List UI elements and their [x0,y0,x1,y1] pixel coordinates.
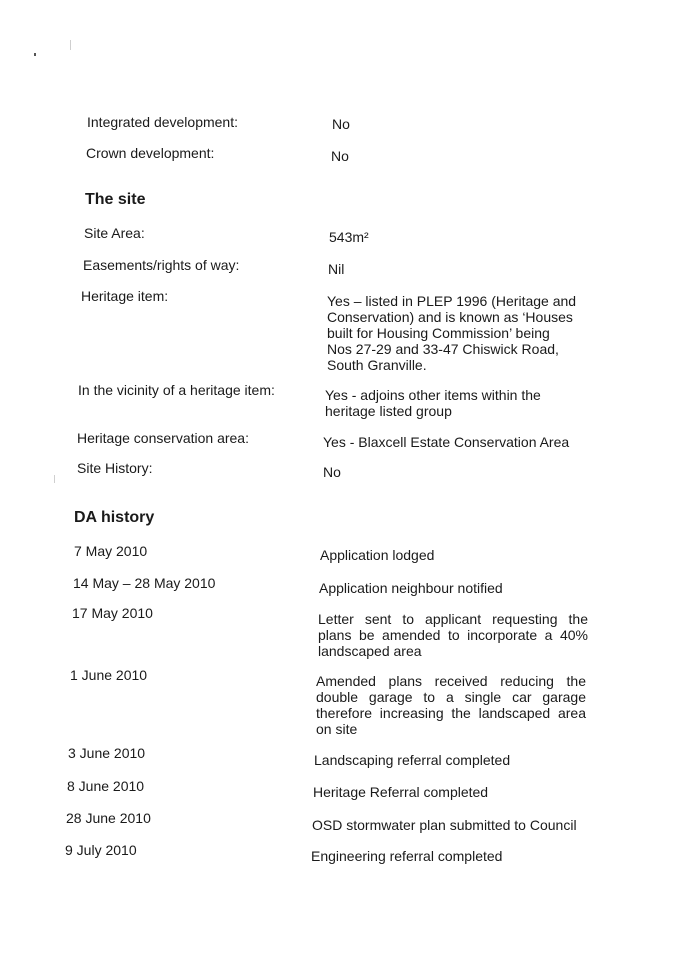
heritage-conservation-area-label: Heritage conservation area: [77,430,249,446]
easements-label: Easements/rights of way: [83,257,240,273]
scan-speck [34,53,36,56]
heritage-vicinity-label: In the vicinity of a heritage item: [78,382,275,398]
da-date: 7 May 2010 [74,543,148,559]
da-event: OSD stormwater plan submitted to Council [312,817,577,833]
da-date: 28 June 2010 [66,810,151,826]
site-history-label: Site History: [77,460,153,476]
da-date: 3 June 2010 [68,745,146,761]
site-area-value: 543m² [329,229,369,245]
da-date: 1 June 2010 [70,667,148,683]
scan-speck [70,40,71,50]
heritage-vicinity-value: Yes - adjoins other items within the heritage listed group [325,387,541,419]
integrated-development-value: No [332,116,350,132]
site-history-value: No [323,464,341,480]
heritage-conservation-area-value: Yes - Blaxcell Estate Conservation Area [323,434,570,450]
integrated-development-label: Integrated development: [87,114,238,130]
da-event: Application neighbour notified [319,580,503,596]
da-date: 17 May 2010 [72,605,153,621]
crown-development-label: Crown development: [86,145,215,161]
easements-value: Nil [328,261,345,277]
da-event: Engineering referral completed [311,848,503,864]
heritage-item-label: Heritage item: [81,288,169,304]
the-site-heading: The site [85,191,146,208]
crown-development-value: No [331,148,349,164]
scan-speck [54,475,55,483]
heritage-item-value: Yes – listed in PLEP 1996 (Heritage and Conservation) and is known as ‘Houses built for Housing Commission’ being Nos 27-29 and 33-47 Chiswick Road, South Granville. [327,293,577,373]
site-area-label: Site Area: [84,225,145,241]
da-event: Heritage Referral completed [313,784,489,800]
da-event: Letter sent to applicant requesting the plans be amended to incorporate a 40% landscaped area [318,611,588,659]
da-date: 8 June 2010 [67,778,145,794]
da-event: Amended plans received reducing the double garage to a single car garage therefore increasing the landscaped area on site [316,673,586,737]
da-event: Application lodged [320,547,435,563]
da-date: 14 May – 28 May 2010 [73,575,216,591]
da-date: 9 July 2010 [65,842,137,858]
da-event: Landscaping referral completed [314,752,511,768]
da-history-heading: DA history [74,509,155,526]
